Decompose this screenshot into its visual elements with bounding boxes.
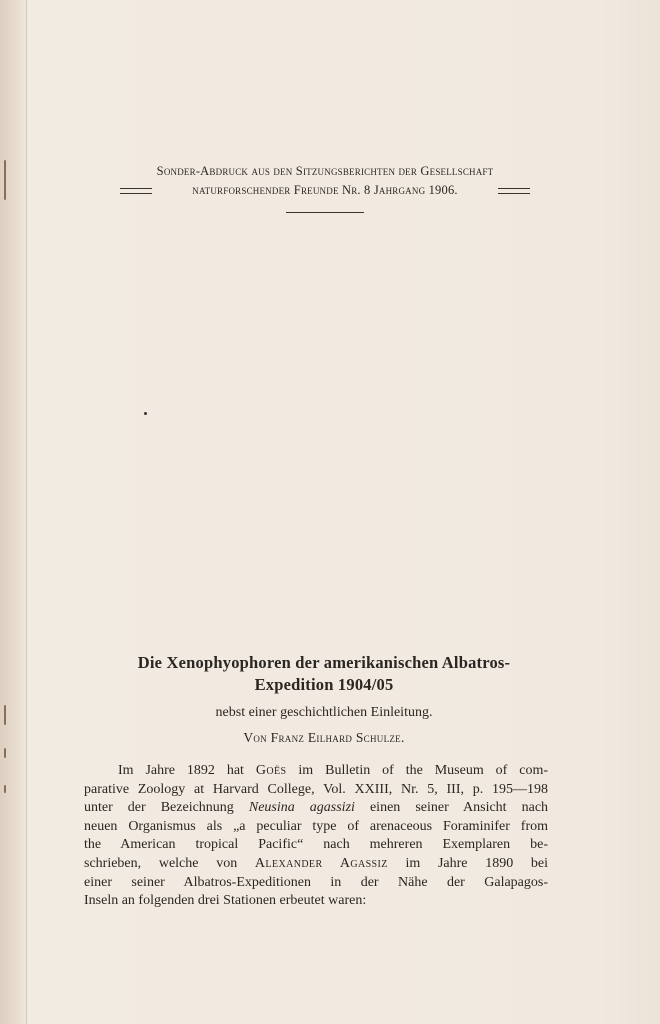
- text-run: schrieben, welche von: [84, 855, 238, 871]
- body-line: neuen Organismus als „a peculiar type of arenaceous Foraminifer from: [84, 818, 548, 834]
- author-ref-goes: Goës: [255, 763, 287, 778]
- body-line: Inseln an folgenden drei Stationen erbeutet waren:: [84, 893, 367, 909]
- header-line-2-row: [120, 181, 530, 200]
- author-prefix: Von: [243, 730, 267, 745]
- header-line-1: Sonder-Abdruck aus den Sitzungsberichten der Gesellschaft: [156, 164, 494, 178]
- body-line: the American tropical Pacific“ nach mehreren Exemplaren be-: [84, 837, 548, 853]
- spine-mark: [4, 160, 6, 200]
- body-line: parative Zoology at Harvard College, Vol. XXIII, Nr. 5, III, p. 195—198: [84, 781, 548, 797]
- article-title: [84, 652, 564, 696]
- spine-mark: [4, 748, 6, 758]
- body-line: [84, 762, 548, 781]
- author-name: Franz Eilhard Schulze.: [270, 730, 405, 745]
- body-line: einer seiner Albatros-Expeditionen in der Nähe der Galapagos-: [84, 874, 548, 890]
- text-run: einen seiner Ansicht nach: [369, 800, 549, 816]
- binding-edge: [0, 0, 27, 1024]
- header-line-2: naturforschender Freunde Nr. 8 Jahrgang 1906.: [192, 183, 458, 197]
- title-line-2: Expedition 1904/05: [254, 675, 394, 694]
- double-rule-left: [120, 188, 152, 194]
- title-line-1: Die Xenophyophoren der amerikanischen Albatros-: [137, 653, 511, 672]
- body-line: [84, 855, 548, 874]
- species-name: Neusina agassizi: [248, 800, 355, 816]
- text-run: Im Jahre 1892 hat: [118, 763, 244, 778]
- offprint-header: [120, 162, 530, 200]
- author-ref-agassiz: Alexander Agassiz: [254, 855, 388, 871]
- text-run: unter der Bezeichnung: [84, 800, 234, 816]
- author-line: [84, 730, 564, 746]
- header-divider: [286, 212, 364, 213]
- body-paragraph: [84, 762, 548, 911]
- text-run: im Bulletin of the Museum of com-: [298, 763, 548, 778]
- article-subtitle: nebst einer geschichtlichen Einleitung.: [215, 705, 433, 720]
- ink-speck: [144, 412, 147, 415]
- spine-mark: [4, 705, 6, 725]
- spine-mark: [4, 785, 6, 793]
- body-line: [84, 799, 548, 818]
- text-run: im Jahre 1890 bei: [405, 855, 549, 871]
- double-rule-right: [498, 188, 530, 194]
